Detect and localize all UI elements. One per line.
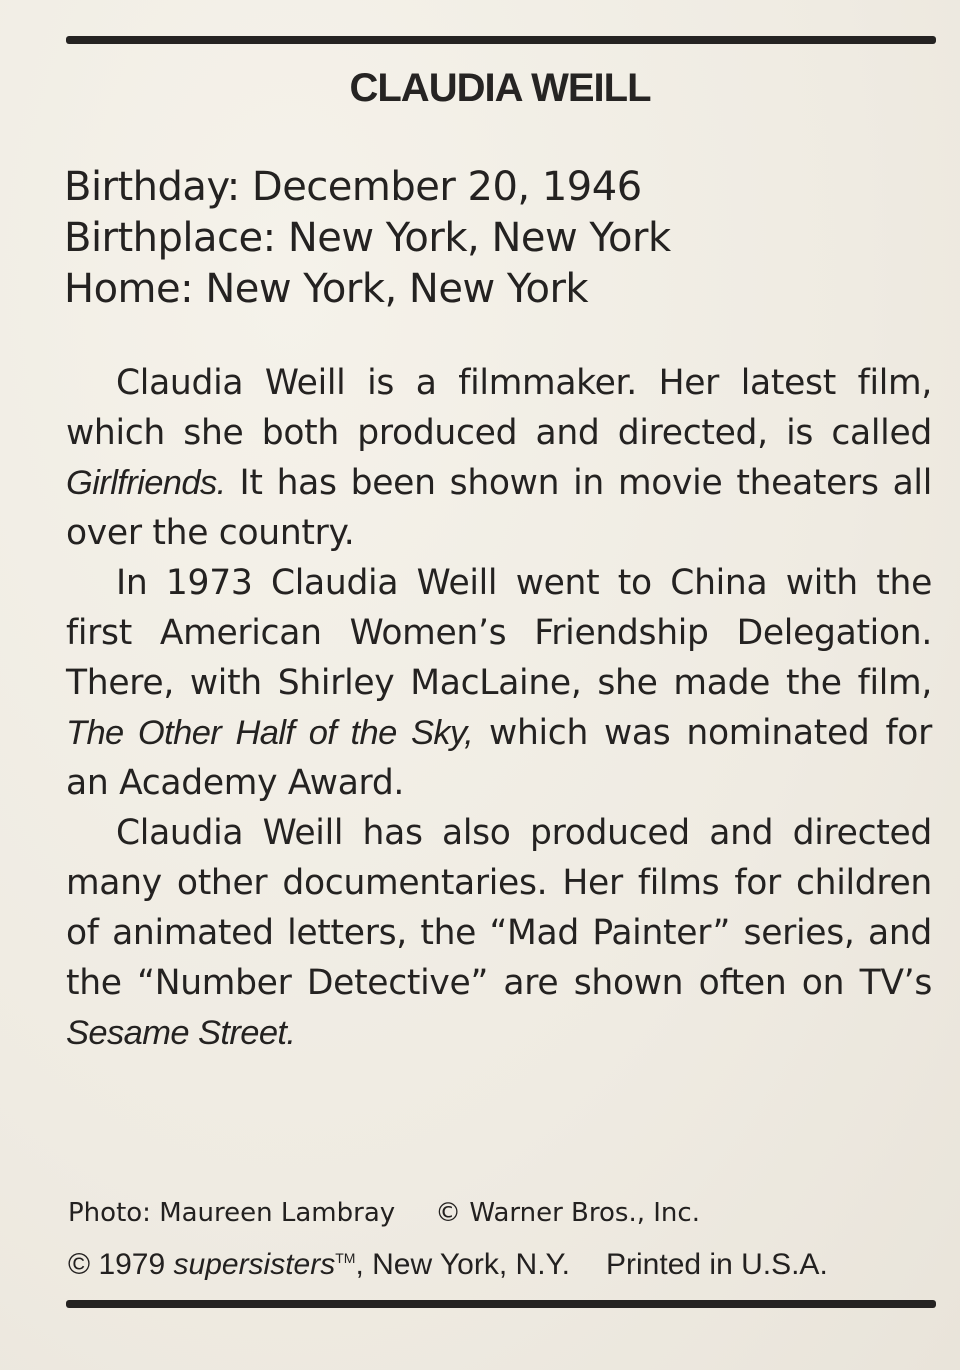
copyright-line (68, 1248, 828, 1282)
home-fact: Home: New York, New York (64, 266, 589, 312)
bottom-rule (66, 1300, 936, 1308)
printed-in: Printed in U.S.A. (606, 1248, 828, 1281)
fact-list (64, 162, 671, 315)
bio-paragraph-3: Claudia Weill has also produced and directed many other documentaries. Her films for children of animated letters, the “Mad Painter” series, and the “Number Detective” are shown often on TV’s Sesame Street. (66, 813, 932, 1052)
photo-credit-line (68, 1198, 700, 1228)
top-rule (66, 36, 936, 44)
birthday-fact: Birthday: December 20, 1946 (64, 164, 642, 210)
bio-paragraph-1: Claudia Weill is a filmmaker. Her latest film, which she both produced and directed, is called Girlfriends. It has been shown in movie theaters all over the country. (66, 363, 932, 553)
brand-name: supersisters (173, 1248, 336, 1281)
publisher-location: , New York, N.Y. (355, 1248, 571, 1281)
card-title: CLAUDIA WEILL (349, 66, 651, 110)
photo-credit: Photo: Maureen Lambray (68, 1198, 396, 1228)
copyright-year: © 1979 (68, 1248, 174, 1281)
trademark-mark: TM (335, 1250, 356, 1266)
film-title-girlfriends: Girlfriends. (66, 464, 226, 502)
film-title-other-half: The Other Half of the Sky, (66, 714, 474, 752)
biography (66, 358, 932, 1058)
photo-copyright: © Warner Bros., Inc. (435, 1198, 700, 1228)
bio-paragraph-2: In 1973 Claudia Weill went to China with the first American Women’s Friendship Delegation. There, with Shirley MacLaine, she made the film, The Other Half of the Sky, which was nominated for an Academy Award. (66, 563, 932, 803)
show-title-sesame-street: Sesame Street. (66, 1014, 296, 1052)
birthplace-fact: Birthplace: New York, New York (64, 215, 671, 261)
